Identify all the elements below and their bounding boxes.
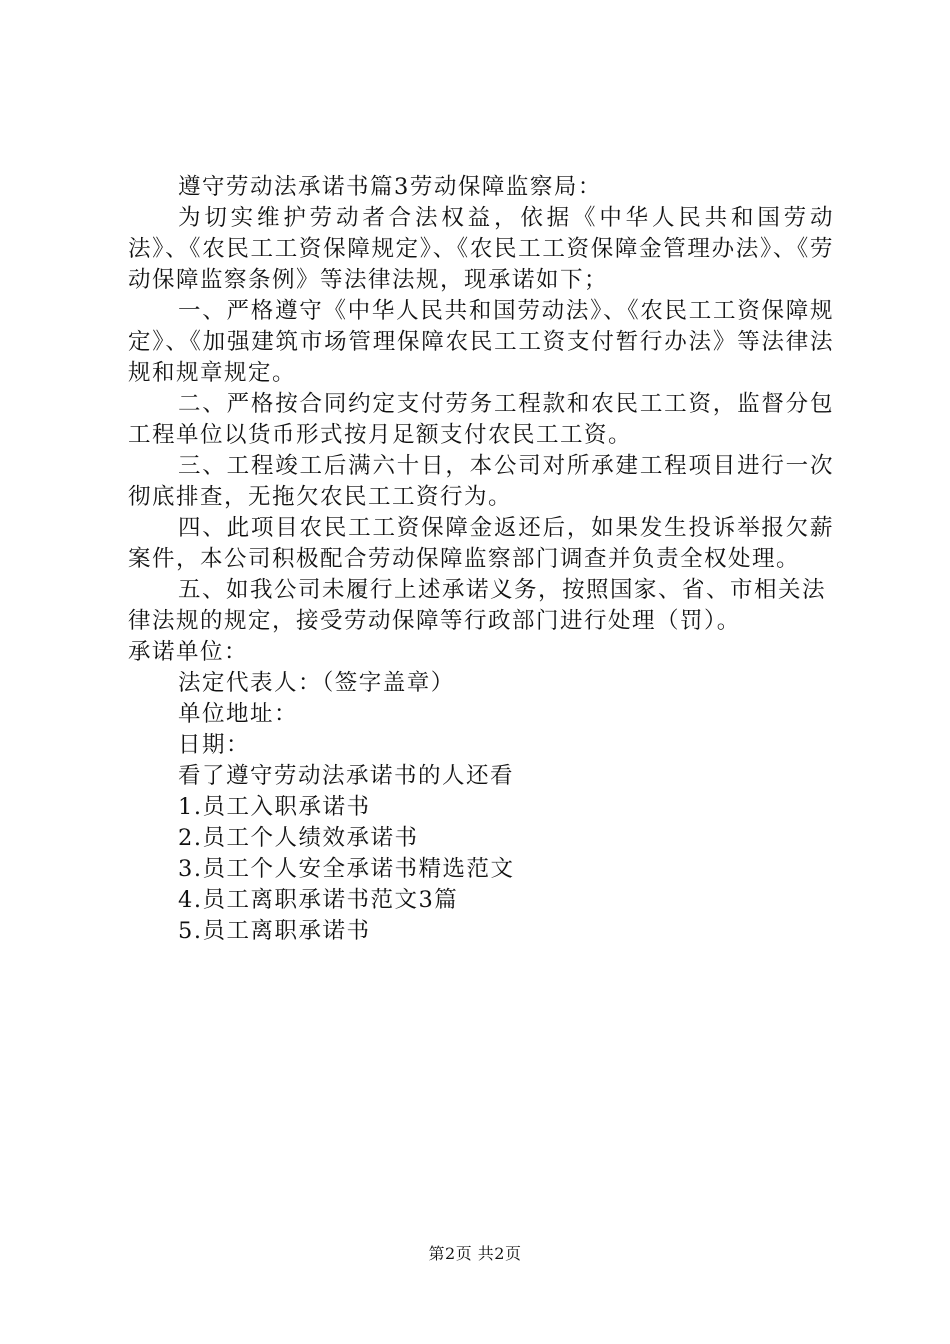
signature-unit: 承诺单位： [128,639,249,665]
paragraph-item-4: 四、此项目农民工工资保障金返还后，如果发生投诉举报欠薪案件，本公司积极配合劳动保障监察部门调查并负责全权处理。 [128,515,834,572]
document-body [128,172,834,947]
page-footer: 第2页 共2页 [428,1244,522,1263]
related-item-4[interactable]: 4.员工离职承诺书范文3篇 [178,887,459,913]
related-title: 看了遵守劳动法承诺书的人还看 [178,763,515,789]
related-item-2[interactable]: 2.员工个人绩效承诺书 [178,825,419,851]
paragraph-intro: 为切实维护劳动者合法权益，依据《中华人民共和国劳动法》、《农民工工资保障规定》、《农民工工资保障金管理办法》、《劳动保障监察条例》等法律法规，现承诺如下； [128,205,834,293]
paragraph-item-5: 五、如我公司未履行上述承诺义务，按照国家、省、市相关法律法规的规定，接受劳动保障等行政部门进行处理（罚）。 [128,577,827,634]
paragraph-item-1: 一、严格遵守《中华人民共和国劳动法》、《农民工工资保障规定》、《加强建筑市场管理保障农民工工资支付暂行办法》等法律法规和规章规定。 [128,298,834,386]
paragraph-item-2: 二、严格按合同约定支付劳务工程款和农民工工资，监督分包工程单位以货币形式按月足额支付农民工工资。 [128,391,834,448]
related-item-5[interactable]: 5.员工离职承诺书 [178,918,371,944]
document-heading: 遵守劳动法承诺书篇3劳动保障监察局： [178,174,602,200]
signature-address: 单位地址： [178,701,299,727]
signature-legal-rep: 法定代表人：（签字盖章） [178,670,455,696]
related-item-1[interactable]: 1.员工入职承诺书 [178,794,371,820]
paragraph-item-3: 三、工程竣工后满六十日，本公司对所承建工程项目进行一次彻底排查，无拖欠农民工工资行为。 [128,453,834,510]
related-item-3[interactable]: 3.员工个人安全承诺书精选范文 [178,856,515,882]
signature-date: 日期： [178,732,251,758]
